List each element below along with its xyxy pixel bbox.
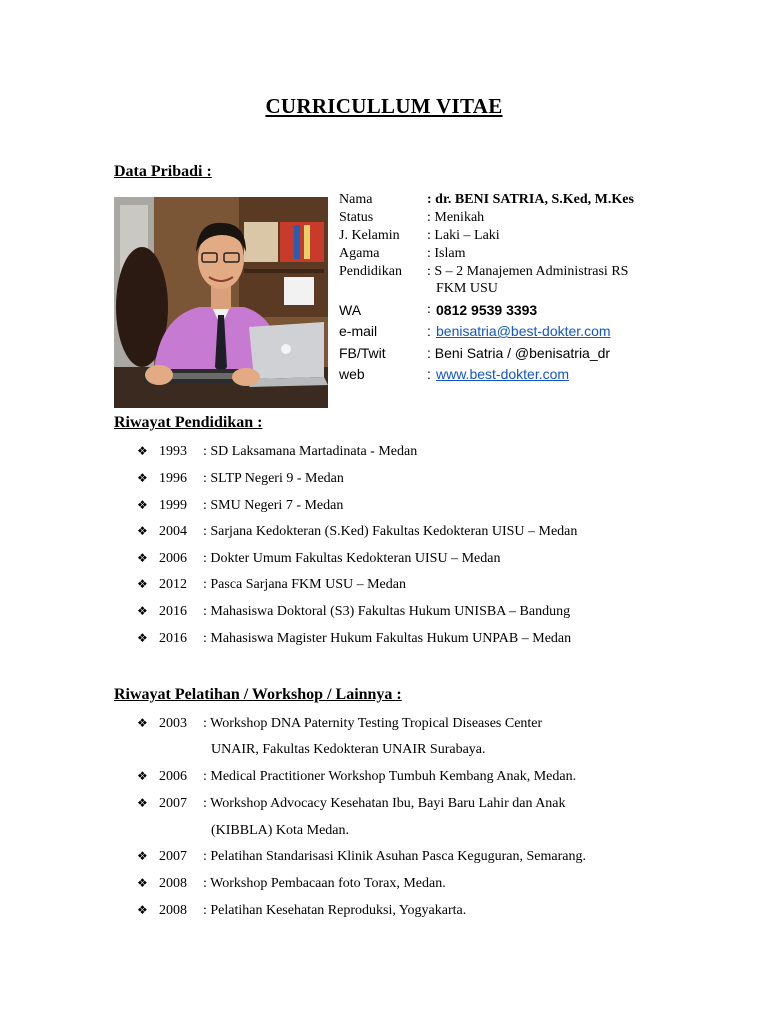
email-link[interactable]: benisatria@best-dokter.com bbox=[436, 323, 611, 339]
item-year: 2003 bbox=[159, 716, 187, 731]
status-label: Status bbox=[339, 210, 374, 225]
bullet-icon: ❖ bbox=[137, 524, 148, 538]
item-desc: : Dokter Umum Fakultas Kedokteran UISU – Medan bbox=[203, 551, 501, 566]
bullet-icon: ❖ bbox=[137, 876, 148, 890]
web-colon: : bbox=[427, 366, 431, 382]
item-desc: : Sarjana Kedokteran (S.Ked) Fakultas Kedokteran UISU – Medan bbox=[203, 524, 578, 539]
bullet-icon: ❖ bbox=[137, 903, 148, 917]
item-year: 1993 bbox=[159, 444, 187, 459]
wa-value: 0812 9539 3393 bbox=[436, 302, 538, 318]
item-desc: : SMU Negeri 7 - Medan bbox=[203, 498, 344, 513]
bullet-icon: ❖ bbox=[137, 716, 148, 730]
item-year: 2008 bbox=[159, 876, 187, 891]
item-desc: : SLTP Negeri 9 - Medan bbox=[203, 471, 344, 486]
item-year: 2006 bbox=[159, 551, 187, 566]
bullet-icon: ❖ bbox=[137, 444, 148, 458]
email-label: e-mail bbox=[339, 323, 378, 339]
item-desc: : Mahasiswa Doktoral (S3) Fakultas Hukum UNISBA – Bandung bbox=[203, 604, 571, 619]
item-desc: : Workshop Advocacy Kesehatan Ibu, Bayi Baru Lahir dan Anak bbox=[203, 796, 566, 811]
item-year: 2016 bbox=[159, 604, 187, 619]
bullet-icon: ❖ bbox=[137, 577, 148, 591]
education-label: Pendidikan bbox=[339, 264, 402, 279]
item-desc-cont: UNAIR, Fakultas Kedokteran UNAIR Surabaya. bbox=[211, 742, 486, 757]
section-heading-training: Riwayat Pelatihan / Workshop / Lainnya : bbox=[114, 686, 402, 703]
item-year: 2012 bbox=[159, 577, 187, 592]
web-label: web bbox=[339, 366, 365, 382]
item-year: 2006 bbox=[159, 769, 187, 784]
item-year: 2004 bbox=[159, 524, 187, 539]
item-desc: : SD Laksamana Martadinata - Medan bbox=[203, 444, 418, 459]
religion-value: : Islam bbox=[427, 246, 466, 261]
name-value: : dr. BENI SATRIA, S.Ked, M.Kes bbox=[427, 192, 634, 207]
status-value: : Menikah bbox=[427, 210, 485, 225]
item-year: 1999 bbox=[159, 498, 187, 513]
bullet-icon: ❖ bbox=[137, 551, 148, 565]
social-value: : Beni Satria / @benisatria_dr bbox=[427, 345, 611, 361]
bullet-icon: ❖ bbox=[137, 471, 148, 485]
email-colon: : bbox=[427, 323, 431, 339]
education-value: : S – 2 Manajemen Administrasi RS bbox=[427, 264, 629, 279]
bullet-icon: ❖ bbox=[137, 849, 148, 863]
item-year: 2007 bbox=[159, 796, 187, 811]
section-heading-education: Riwayat Pendidikan : bbox=[114, 414, 263, 431]
name-label: Nama bbox=[339, 192, 373, 207]
item-year: 2007 bbox=[159, 849, 187, 864]
item-year: 1996 bbox=[159, 471, 187, 486]
bullet-icon: ❖ bbox=[137, 631, 148, 645]
social-label: FB/Twit bbox=[339, 345, 386, 361]
section-heading-personal: Data Pribadi : bbox=[114, 163, 212, 180]
bullet-icon: ❖ bbox=[137, 796, 148, 810]
wa-label: WA bbox=[339, 302, 362, 318]
item-year: 2008 bbox=[159, 903, 187, 918]
gender-label: J. Kelamin bbox=[339, 228, 400, 243]
item-desc: : Pelatihan Standarisasi Klinik Asuhan Pasca Keguguran, Semarang. bbox=[203, 849, 586, 864]
wa-colon: : bbox=[427, 302, 431, 317]
profile-photo bbox=[114, 197, 328, 408]
item-desc: : Workshop DNA Paternity Testing Tropical Diseases Center bbox=[203, 716, 543, 731]
bullet-icon: ❖ bbox=[137, 604, 148, 618]
item-desc: : Mahasiswa Magister Hukum Fakultas Hukum UNPAB – Medan bbox=[203, 631, 572, 646]
education-value-cont: FKM USU bbox=[436, 281, 498, 296]
item-desc: : Pelatihan Kesehatan Reproduksi, Yogyakarta. bbox=[203, 903, 467, 918]
web-link[interactable]: www.best-dokter.com bbox=[436, 366, 570, 382]
bullet-icon: ❖ bbox=[137, 498, 148, 512]
item-desc: : Pasca Sarjana FKM USU – Medan bbox=[203, 577, 406, 592]
document-title: CURRICULLUM VITAE bbox=[265, 94, 503, 118]
gender-value: : Laki – Laki bbox=[427, 228, 500, 243]
item-year: 2016 bbox=[159, 631, 187, 646]
item-desc-cont: (KIBBLA) Kota Medan. bbox=[211, 823, 350, 838]
item-desc: : Medical Practitioner Workshop Tumbuh Kembang Anak, Medan. bbox=[203, 769, 577, 784]
bullet-icon: ❖ bbox=[137, 769, 148, 783]
item-desc: : Workshop Pembacaan foto Torax, Medan. bbox=[203, 876, 446, 891]
religion-label: Agama bbox=[339, 246, 380, 261]
